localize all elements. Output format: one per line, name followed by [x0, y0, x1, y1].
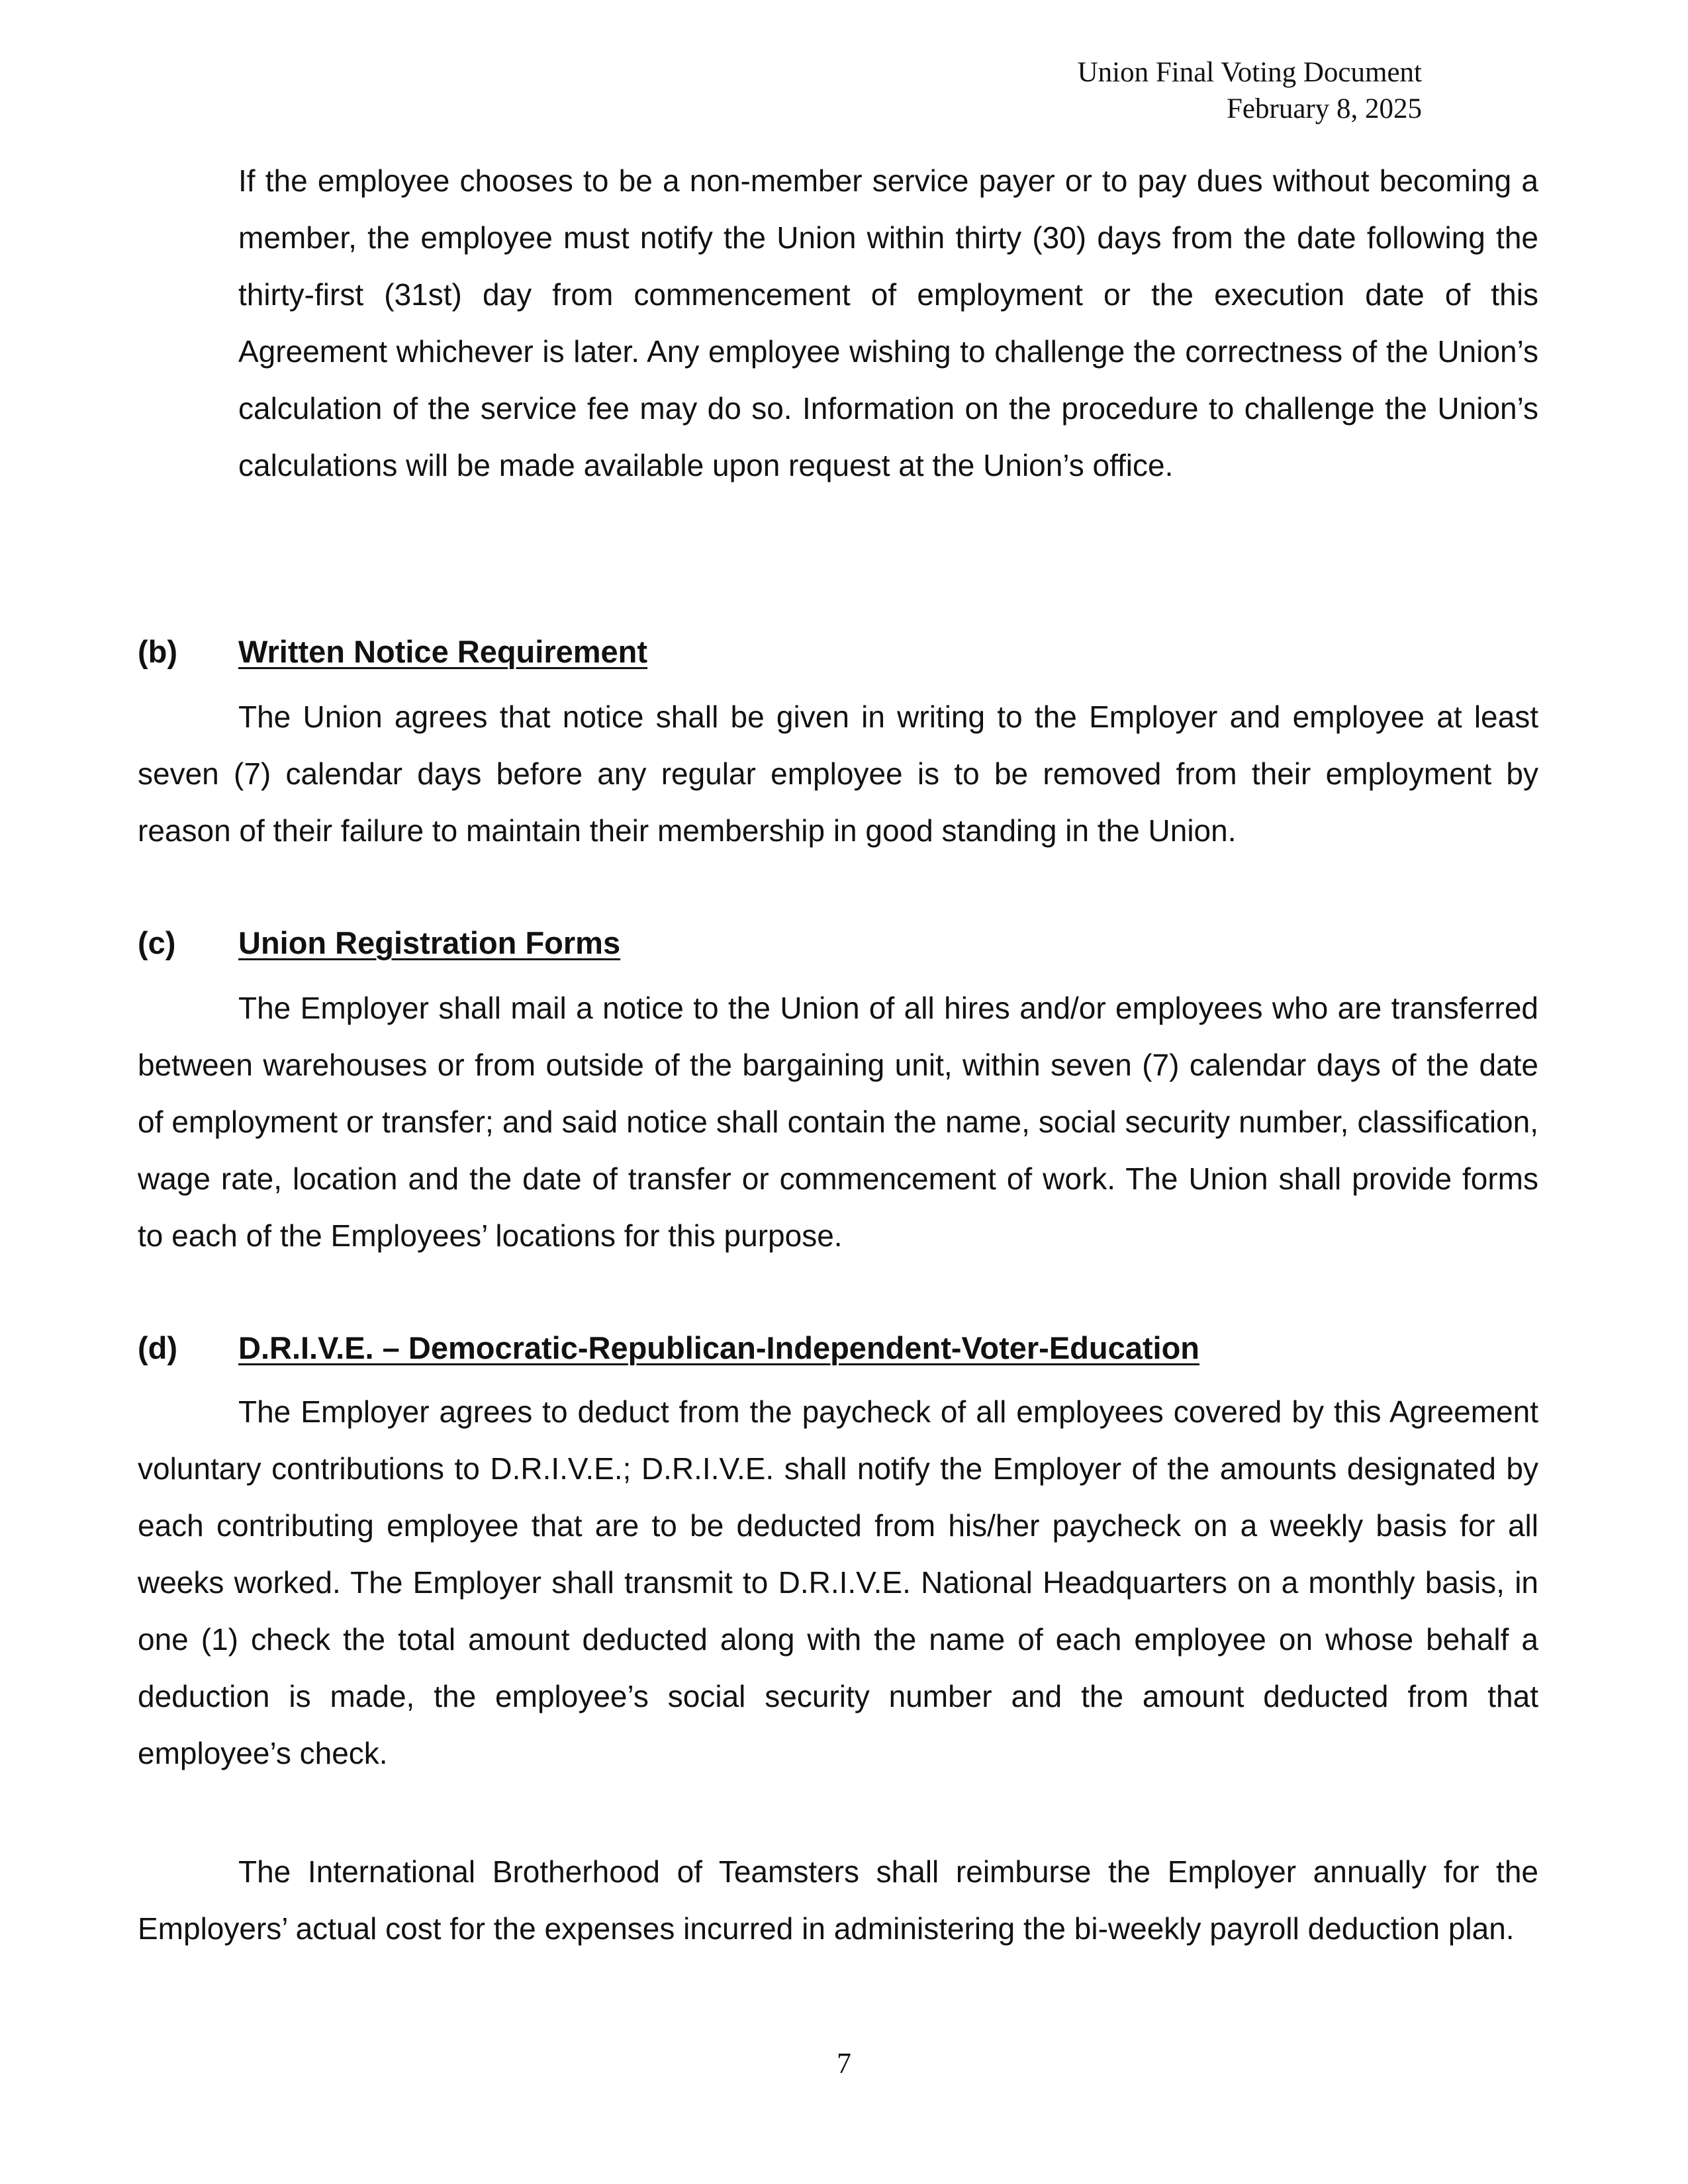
- section-letter: (c): [138, 925, 176, 960]
- section-title: D.R.I.V.E. – Democratic-Republican-Independent-Voter-Education: [238, 1330, 1199, 1365]
- section-d-paragraph-1: The Employer agrees to deduct from the paycheck of all employees covered by this Agreement voluntary contributions to D.R.I.V.E.; D.R.I.V.E. shall notify the Employer of the amounts designated by each contributing employee that are to be deducted from his/her paycheck on a weekly basis for all weeks worked. The Employer shall transmit to D.R.I.V.E. National Headquarters on a monthly basis, in one (1) check the total amount deducted along with the name of each employee on whose behalf a deduction is made, the employee’s social security number and the amount deducted from that employee’s check.: [138, 1394, 1538, 1770]
- intro-paragraph: If the employee chooses to be a non-member service payer or to pay dues without becoming a member, the employee must notify the Union within thirty (30) days from the date following the thirty-first (31st) day from commencement of employment or the execution date of this Agreement whichever is later. Any employee wishing to challenge the correctness of the Union’s calculation of the service fee may do so. Information on the procedure to challenge the Union’s calculations will be made available upon request at the Union’s office.: [238, 163, 1538, 482]
- section-c-paragraph: The Employer shall mail a notice to the Union of all hires and/or employees who are transferred between warehouses or from outside of the bargaining unit, within seven (7) calendar days of the date of employment or transfer; and said notice shall contain the name, social security number, classification, wage rate, location and the date of transfer or commencement of work. The Union shall provide forms to each of the Employees’ locations for this purpose.: [138, 991, 1538, 1253]
- section-letter: (d): [138, 1330, 178, 1365]
- section-d-paragraph-2: The International Brotherhood of Teamsters shall reimburse the Employer annually for the Employers’ actual cost for the expenses incurred in administering the bi-weekly payroll deduction plan.: [138, 1854, 1538, 1946]
- header-date: February 8, 2025: [1227, 93, 1422, 124]
- section-title: Written Notice Requirement: [238, 634, 648, 669]
- section-title: Union Registration Forms: [238, 925, 621, 960]
- page-number: 7: [837, 2047, 851, 2079]
- header-title: Union Final Voting Document: [1077, 57, 1422, 88]
- section-b-paragraph: The Union agrees that notice shall be given in writing to the Employer and employee at least seven (7) calendar days before any regular employee is to be removed from their employment by reason of their failure to maintain their membership in good standing in the Union.: [138, 700, 1538, 848]
- document-header: [1078, 54, 1422, 127]
- section-letter: (b): [138, 634, 178, 669]
